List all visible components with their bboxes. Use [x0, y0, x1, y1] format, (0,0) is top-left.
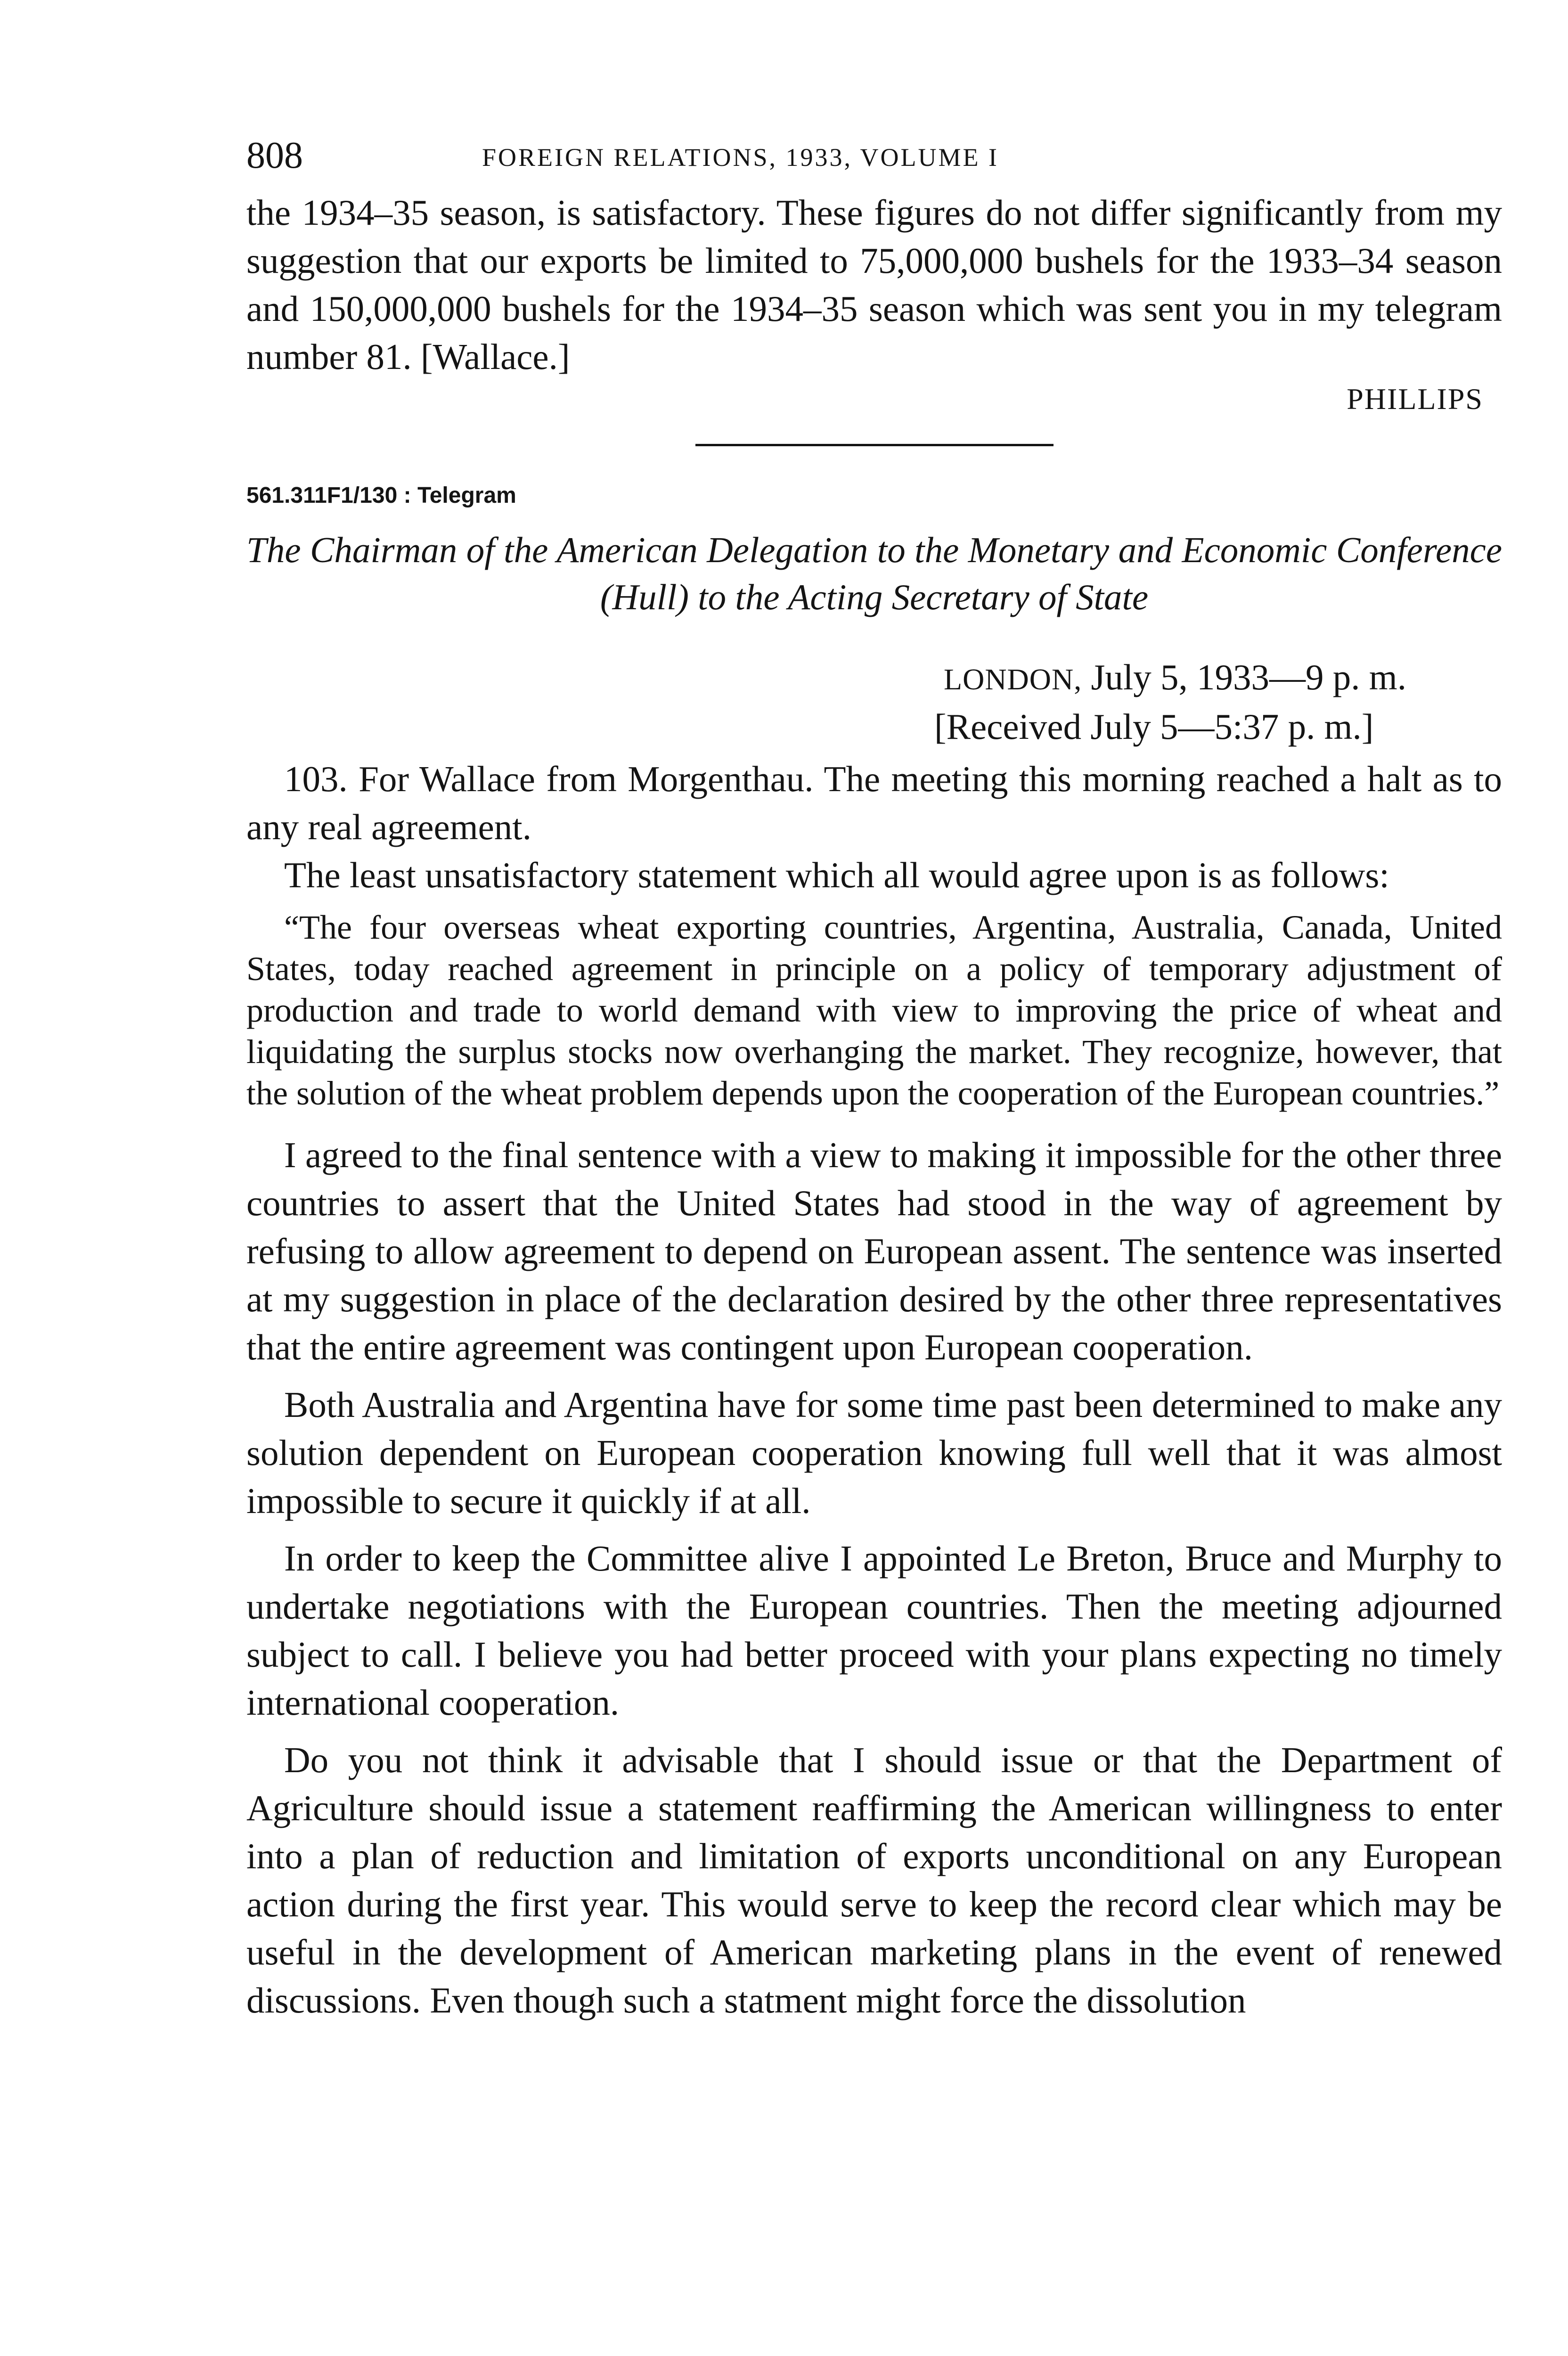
running-header [246, 132, 1502, 188]
paragraph: Do you not think it advisable that I should issue or that the Department of Agriculture should issue a statement reaffirming the American willingness to enter into a plan of reduction and limitation of exports unconditional on any European action during the first year. This would serve to keep the record clear which may be useful in the development of American marketing plans in the event of renewed discussions. Even though such a statment might force the dissolution [246, 1740, 1502, 2021]
running-title: FOREIGN RELATIONS, 1933, VOLUME I [482, 143, 999, 172]
section-divider [695, 444, 1054, 446]
dateline [944, 654, 1502, 703]
document-page [246, 132, 1502, 2024]
dateline-place: LONDON, [944, 663, 1082, 696]
dateline-date: July 5, 1933—9 p. m. [1091, 657, 1406, 697]
paragraph: Both Australia and Argentina have for some time past been determined to make any solution dependent on European cooperation knowing full well that it was almost impossible to secure it quickly if at all. [246, 1384, 1502, 1521]
paragraph: In order to keep the Committee alive I appointed Le Breton, Bruce and Murphy to undertake negotiations with the European countries. Then the meeting adjourned subject to call. I believe you had better proceed with your plans expecting no timely international cooperation. [246, 1538, 1502, 1723]
continuation-paragraph: the 1934–35 season, is satisfactory. These figures do not differ significantly from my suggestion that our exports be limited to 75,000,000 bushels for the 1933–34 season and 150,000,000 bushels for the 1934–35 season which was sent you in my telegram number 81. [Wallace.] [246, 192, 1502, 377]
page-number: 808 [246, 135, 303, 176]
received-line: [Received July 5—5:37 p. m.] [934, 706, 1374, 747]
paragraph: The least unsatisfactory statement which all would agree upon is as follows: [284, 855, 1389, 895]
signature-phillips: PHILLIPS [1347, 382, 1483, 416]
file-reference: 561.311F1/130 : Telegram [246, 483, 516, 508]
paragraph: 103. For Wallace from Morgenthau. The meeting this morning reached a halt as to any real agreement. [246, 759, 1502, 847]
document-title: The Chairman of the American Delegation to the Monetary and Economic Conference (Hull) to the Acting Secretary of State [246, 530, 1502, 617]
paragraph: I agreed to the final sentence with a view to making it impossible for the other three countries to assert that the United States had stood in the way of agreement by refusing to allow agreement to depend on European assent. The sentence was inserted at my suggestion in place of the declaration desired by the other three representatives that the entire agreement was contingent upon European cooperation. [246, 1135, 1502, 1367]
quoted-statement: “The four overseas wheat exporting countries, Argentina, Australia, Canada, United States, today reached agreement in principle on a policy of temporary adjustment of production and trade to world demand with view to improving the price of wheat and liquidating the surplus stocks now overhanging the market. They recognize, however, that the solution of the wheat problem depends upon the cooperation of the European countries.” [246, 908, 1502, 1112]
